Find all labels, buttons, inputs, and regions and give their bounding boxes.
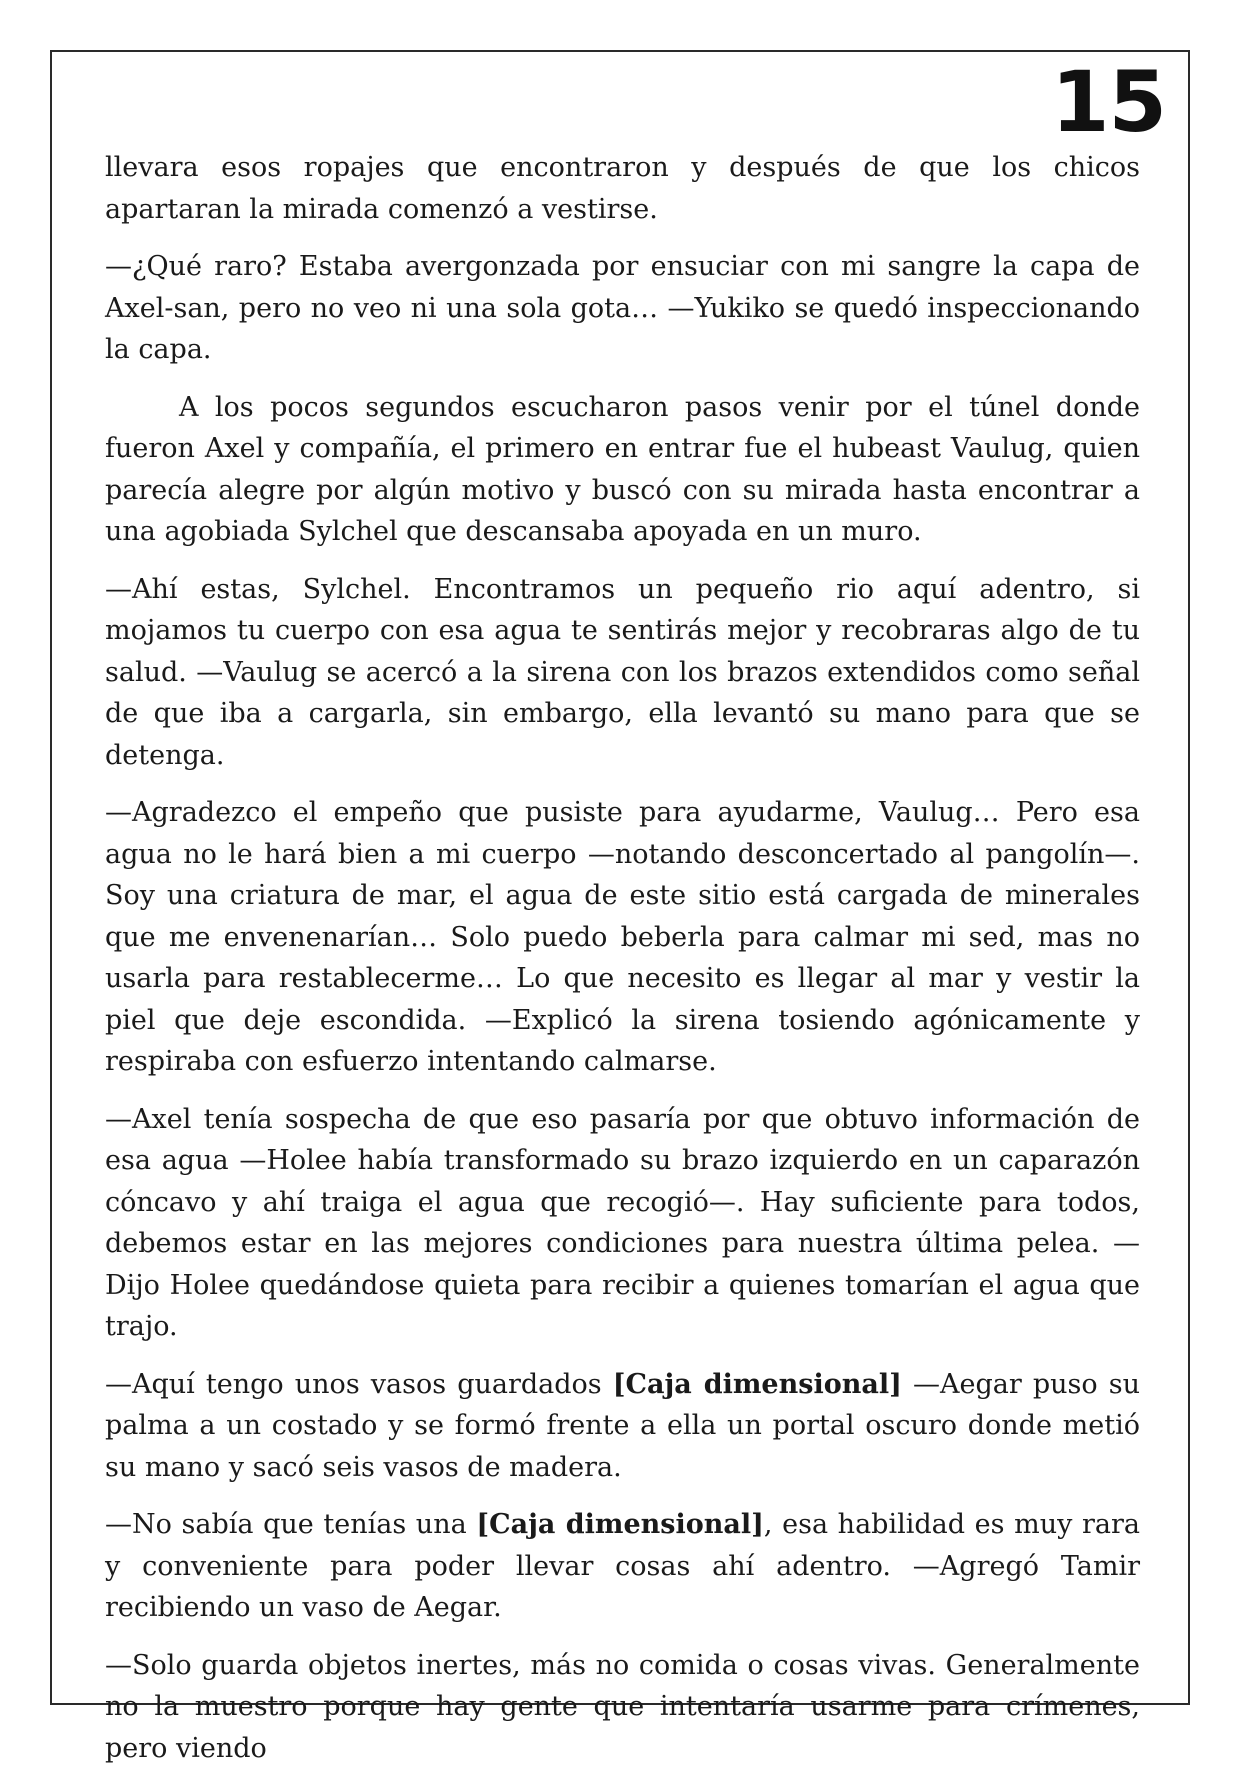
paragraph-text: —Ahí estas, Sylchel. Encontramos un pequeño rio aquí adentro, si mojamos tu cuerpo con esa agua te sentirás mejor y recobraras algo de tu salud. —Vaulug se acercó a la sirena con los brazos extendidos como señal de que iba a cargarla, sin embargo, ella levantó su mano para que se detenga. — [105, 573, 1140, 771]
paragraph-text: A los pocos segundos escucharon pasos venir por el túnel donde fueron Axel y compañía, el primero en entrar fue el hubeast Vaulug, quien parecía alegre por algún motivo y buscó con su mirada hasta encontrar a una agobiada Sylchel que descansaba apoyada en un muro. — [105, 391, 1140, 547]
body-text — [105, 147, 1140, 1785]
paragraph — [105, 1364, 1140, 1489]
paragraph — [105, 1099, 1140, 1348]
paragraph-text: , esa habilidad es muy rara y conveniente para poder llevar cosas ahí adentro. —Agregó Tamir recibiendo un vaso de Aegar. — [105, 1509, 1140, 1623]
paragraph-text: —¿Qué raro? Estaba avergonzada por ensuciar con mi sangre la capa de Axel-san, pero no veo ni una sola gota… —Yukiko se quedó inspeccionando la capa. — [105, 251, 1140, 365]
page-frame — [50, 50, 1190, 1764]
paragraph-text: —Aegar puso su palma a un costado y se formó frente a ella un portal oscuro donde metió su mano y sacó seis vasos de madera. — [105, 1368, 1140, 1483]
paragraph — [105, 792, 1140, 1083]
paragraph — [105, 1645, 1140, 1770]
paragraph — [105, 1504, 1140, 1629]
skill-name: [Caja dimensional] — [612, 1368, 902, 1400]
paragraph-text: —Axel tenía sospecha de que eso pasaría por que obtuvo información de esa agua —Holee había transformado su brazo izquierdo en un caparazón cóncavo y ahí traiga el agua que recogió—. Hay suficiente para todos, debemos estar en las mejores condiciones para nuestra última pelea. —Dijo Holee quedándose quieta para recibir a quienes tomarían el agua que trajo. — [105, 1103, 1140, 1342]
skill-name: [Caja dimensional] — [476, 1509, 764, 1540]
page-number: 15 — [1051, 53, 1166, 151]
paragraph — [105, 147, 1140, 230]
paragraph — [105, 569, 1140, 777]
paragraph-text: —Aquí tengo unos vasos guardados — [105, 1368, 613, 1400]
paragraph-text: —No sabía que tenías una — [105, 1509, 477, 1540]
paragraph-text: —Agradezco el empeño que pusiste para ayudarme, Vaulug… Pero esa agua no le hará bien a mi cuerpo —notando desconcertado al pangolín—. Soy una criatura de mar, el agua de este sitio está cargada de minerales que me envenenarían… Solo puedo beberla para calmar mi sed, mas no usarla para restablecerme… Lo que necesito es llegar al mar y vestir la piel que deje escondida. —Explicó la sirena tosiendo agónicamente y respiraba con esfuerzo intentando calmarse. — [105, 797, 1140, 1077]
paragraph-text: llevara esos ropajes que encontraron y después de que los chicos apartaran la mirada comenzó a vestirse. — [105, 152, 1140, 225]
paragraph-text: —Solo guarda objetos inertes, más no comida o cosas vivas. Generalmente no la muestro porque hay gente que intentaría usarme para crímenes, pero viendo — [105, 1649, 1140, 1764]
paragraph — [105, 387, 1140, 553]
paragraph — [105, 246, 1140, 371]
